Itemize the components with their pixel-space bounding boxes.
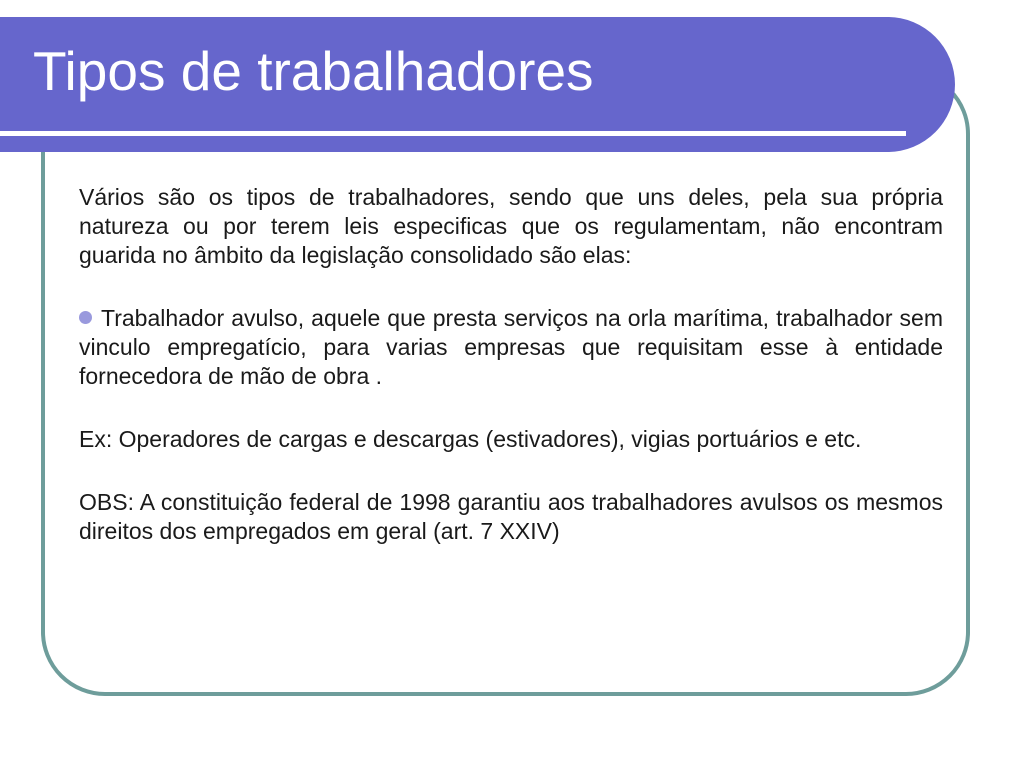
bullet-paragraph [79,304,943,391]
slide-title: Tipos de trabalhadores [33,40,594,102]
title-underline [0,131,906,136]
example-paragraph: Ex: Operadores de cargas e descargas (estivadores), vigias portuários e etc. [79,426,862,452]
bullet-icon [79,311,92,324]
bullet-text: Trabalhador avulso, aquele que presta serviços na orla marítima, trabalhador sem vinculo empregatício, para varias empresas que requisitam esse à entidade fornecedora de mão de obra . [79,305,943,389]
note-paragraph: OBS: A constituição federal de 1998 garantiu aos trabalhadores avulsos os mesmos direitos dos empregados em geral (art. 7 XXIV) [79,489,943,544]
intro-paragraph: Vários são os tipos de trabalhadores, sendo que uns deles, pela sua própria natureza ou por terem leis especificas que os regulamentam, não encontram guarida no âmbito da legislação consolidado são elas: [79,184,943,268]
slide-body [79,183,943,580]
